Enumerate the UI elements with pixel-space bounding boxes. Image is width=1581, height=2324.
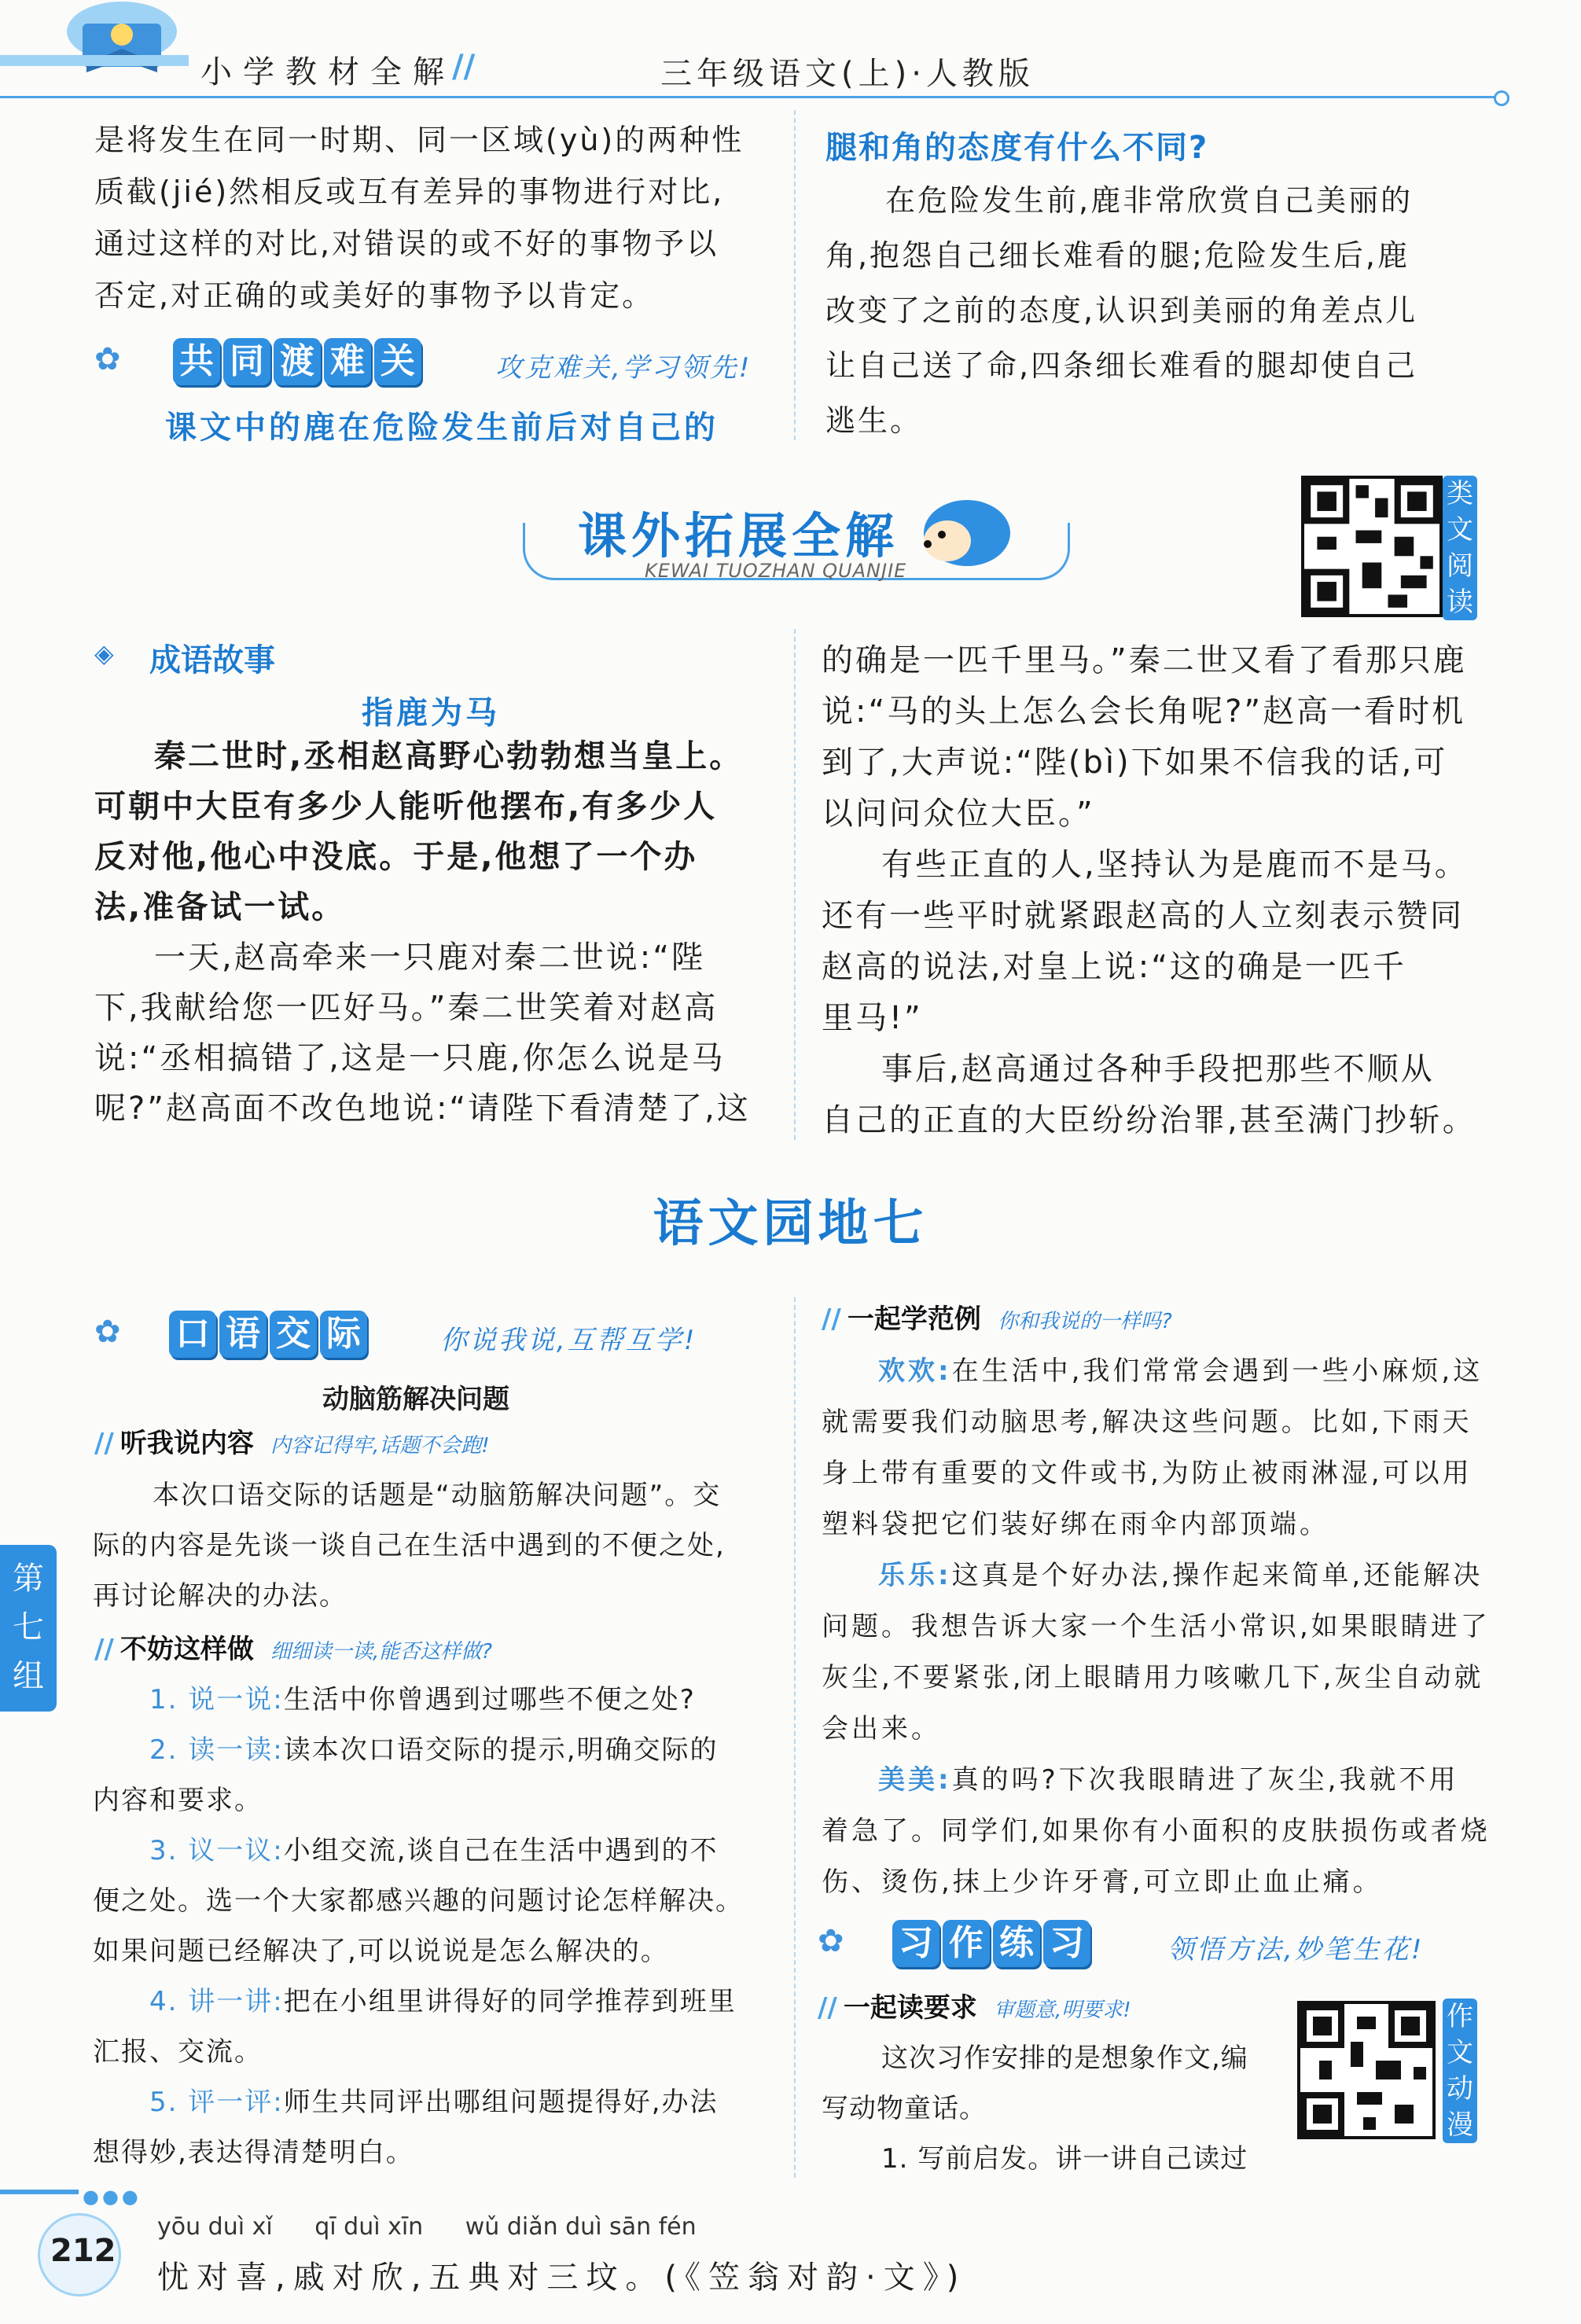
edition: 三年级语文(上)·人教版 xyxy=(660,56,1035,92)
text-line: 汇报、交流。 xyxy=(93,2036,263,2068)
steps-list xyxy=(93,1675,785,2178)
banner-writing xyxy=(818,1918,1525,1975)
step-text: 小组交流,谈自己在生活中遇到的不 xyxy=(283,1835,719,1866)
qr-tag-char: 阅 xyxy=(1447,550,1473,582)
section-idiom-story: 成语故事 xyxy=(149,642,275,678)
text-line: 便之处。选一个大家都感兴趣的问题讨论怎样解决。 xyxy=(93,1885,744,1917)
text-line: 塑料袋把它们装好绑在雨伞内部顶端。 xyxy=(822,1509,1329,1540)
example-title: 一起学范例 xyxy=(847,1304,981,1335)
example-note: 你和我说的一样吗? xyxy=(997,1310,1172,1333)
banner-gongtong xyxy=(94,336,770,392)
text-line: 这次习作安排的是想象作文,编 xyxy=(881,2043,1248,2074)
step-item xyxy=(93,1675,785,1725)
text-line: 伤、烫伤,抹上少许牙膏,可立即止血止痛。 xyxy=(822,1866,1383,1898)
banner-char: 交 xyxy=(270,1311,317,1358)
side-tab-char: 第 xyxy=(13,1561,44,1597)
text-line: 如果问题已经解决了,可以说说是怎么解决的。 xyxy=(93,1936,669,1967)
step-text: 读本次口语交际的提示,明确交际的 xyxy=(283,1734,719,1766)
pinyin-group: qī duì xīn xyxy=(314,2213,424,2241)
text-line: 再讨论解决的办法。 xyxy=(93,1580,347,1612)
text-line: 逃生。 xyxy=(825,403,923,438)
text-line: 呢?”赵高面不改色地说:“请陛下看清楚了,这 xyxy=(94,1090,751,1127)
text-line: 让自己送了命,四条细长难看的腿却使自己 xyxy=(825,348,1418,383)
step-text: 生活中你曾遇到过哪些不便之处? xyxy=(283,1684,696,1715)
text-line: 会出来。 xyxy=(822,1713,941,1745)
req-note: 审题意,明要求! xyxy=(993,1999,1131,2022)
listen-heading xyxy=(94,1421,490,1460)
text-line: 身上带有重要的文件或书,为防止被雨淋湿,可以用 xyxy=(822,1458,1473,1489)
text-line: 在危险发生前,鹿非常欣赏自己美丽的 xyxy=(885,183,1414,218)
text-line: 质截(jié)然相反或互有差异的事物进行对比, xyxy=(94,175,725,209)
step-item xyxy=(93,1977,785,2027)
qr-tag-char: 漫 xyxy=(1447,2109,1473,2141)
listen-note: 内容记得牢,话题不会跑! xyxy=(270,1434,490,1458)
try-note: 细细读一读,能否这样做? xyxy=(270,1640,493,1664)
text-line: 可朝中大臣有多少人能听他摆布,有多少人 xyxy=(94,789,718,825)
banner-oral xyxy=(94,1309,778,1366)
banner-char: 关 xyxy=(374,338,421,385)
banner-char: 同 xyxy=(223,338,270,385)
text-line: 是将发生在同一时期、同一区域(yù)的两种性 xyxy=(94,123,745,157)
text-line: 着急了。同学们,如果你有小面积的皮肤损伤或者烧 xyxy=(822,1815,1491,1847)
story-title: 指鹿为马 xyxy=(362,695,500,731)
listen-text xyxy=(93,1470,785,1621)
slash-icon: // xyxy=(822,1304,841,1335)
example-heading xyxy=(822,1297,1172,1336)
ext-title: 课外拓展全解 xyxy=(578,507,899,564)
req-title: 一起读要求 xyxy=(843,1992,977,2024)
text-line: 自己的正直的大臣纷纷治罪,甚至满门抄斩。 xyxy=(822,1102,1476,1138)
banner-slogan: 你说我说,互帮互学! xyxy=(440,1325,697,1356)
text-line: 以问问众位大臣。” xyxy=(822,796,1095,832)
story-right xyxy=(822,635,1506,1146)
banner-char: 习 xyxy=(1043,1920,1090,1967)
side-tab-char: 组 xyxy=(13,1658,44,1694)
page-number: 212 xyxy=(50,2233,116,2269)
req-text xyxy=(822,2033,1293,2184)
qr-code-writing[interactable] xyxy=(1297,2001,1436,2139)
header-logo xyxy=(55,0,189,86)
butterfly-icon: ✿ xyxy=(94,341,121,377)
book-title: 小学教材全解 xyxy=(200,54,455,90)
text-line: 想得妙,表达得清楚明白。 xyxy=(93,2137,414,2168)
listen-title: 听我说内容 xyxy=(119,1428,254,1459)
butterfly-icon: ✿ xyxy=(818,1923,844,1959)
step-num: 1. 说一说: xyxy=(149,1684,284,1715)
step-text: 把在小组里讲得好的同学推荐到班里 xyxy=(283,1986,737,2017)
banner-char: 共 xyxy=(173,338,220,385)
text-line: 有些正直的人,坚持认为是鹿而不是马。 xyxy=(881,847,1469,883)
text-line: 说:“马的头上怎么会长角呢?”赵高一看时机 xyxy=(822,693,1466,730)
text-line: 秦二世时,丞相赵高野心勃勃想当皇上。 xyxy=(154,738,744,774)
story-left xyxy=(94,731,778,1134)
header-rule xyxy=(0,96,1502,98)
text-line: 说:“丞相搞错了,这是一只鹿,你怎么说是马 xyxy=(94,1040,726,1076)
text-line: 法,准备试一试。 xyxy=(94,889,346,925)
pinyin-group: yōu duì xǐ xyxy=(157,2213,273,2241)
question-right: 腿和角的态度有什么不同? xyxy=(825,130,1209,166)
text-line: 通过这样的对比,对错误的或不好的事物予以 xyxy=(94,226,719,261)
top-left-paragraph xyxy=(94,114,770,322)
header-rule-dot xyxy=(1494,90,1509,106)
dialog-text: 在生活中,我们常常会遇到一些小麻烦,这 xyxy=(951,1355,1484,1387)
column-divider-story xyxy=(794,629,796,1140)
try-heading xyxy=(94,1627,492,1666)
qr-tag-char: 动 xyxy=(1447,2073,1473,2105)
text-line: 赵高的说法,对皇上说:“这的确是一匹千 xyxy=(822,949,1406,985)
banner-char: 际 xyxy=(320,1311,367,1358)
qr-tag-reading xyxy=(1443,476,1477,620)
text-line: 反对他,他心中没底。于是,他想了一个办 xyxy=(94,839,698,875)
slash-icon: // xyxy=(94,1634,114,1665)
side-tab-char: 七 xyxy=(13,1609,44,1646)
qr-tag-char: 文 xyxy=(1447,2037,1473,2068)
qr-tag-char: 类 xyxy=(1447,478,1473,509)
text-line: 的确是一匹千里马。”秦二世又看了看那只鹿 xyxy=(822,642,1467,678)
qr-tag-char: 读 xyxy=(1447,587,1473,618)
slash-icon: // xyxy=(94,1428,114,1459)
header-left-bar xyxy=(0,55,189,66)
speaker-name: 美美: xyxy=(878,1764,952,1796)
banner-char: 口 xyxy=(169,1311,216,1358)
dialog-line xyxy=(822,1550,1513,1601)
column-divider-garden xyxy=(794,1297,796,2178)
qr-tag-char: 文 xyxy=(1447,514,1473,546)
banner-slogan: 领悟方法,妙笔生花! xyxy=(1167,1934,1425,1965)
text-line: 里马!” xyxy=(822,1000,923,1036)
oral-topic: 动脑筋解决问题 xyxy=(322,1384,509,1415)
dialog-line xyxy=(822,1755,1513,1806)
text-line: 1. 写前启发。讲一讲自己读过 xyxy=(881,2143,1248,2175)
answer-paragraph xyxy=(825,173,1502,448)
text-line: 下,我献给您一匹好马。”秦二世笑着对赵高 xyxy=(94,990,719,1026)
banner-char: 难 xyxy=(324,338,371,385)
qr-tag-writing xyxy=(1443,1999,1477,2143)
req-heading xyxy=(818,1986,1131,2024)
speaker-name: 乐乐: xyxy=(878,1560,952,1591)
step-num: 5. 评一评: xyxy=(149,2087,284,2118)
step-item xyxy=(93,2077,785,2127)
dialog xyxy=(822,1346,1513,1908)
footer-dots: ●●● xyxy=(83,2186,142,2208)
side-tab-group-seven xyxy=(0,1545,57,1712)
text-line: 写动物童话。 xyxy=(822,2093,987,2124)
slash-icon: // xyxy=(818,1992,837,2024)
ext-pinyin: KEWAI TUOZHAN QUANJIE xyxy=(645,560,907,582)
text-line: 事后,赵高通过各种手段把那些不顺从 xyxy=(881,1051,1435,1087)
banner-slogan: 攻克难关,学习领先! xyxy=(495,352,752,384)
dialog-text: 真的吗?下次我眼睛进了灰尘,我就不用 xyxy=(951,1764,1459,1796)
pinyin-group: wǔ diǎn duì sān fén xyxy=(465,2213,697,2241)
text-line: 还有一些平时就紧跟赵高的人立刻表示赞同 xyxy=(822,898,1464,934)
text-line: 一天,赵高牵来一只鹿对秦二世说:“陛 xyxy=(154,940,705,976)
header-slash-icon: // xyxy=(452,49,476,85)
banner-char: 练 xyxy=(993,1920,1040,1967)
qr-code-reading[interactable] xyxy=(1301,476,1443,617)
qr-tag-char: 作 xyxy=(1447,2001,1473,2032)
dialog-text: 这真是个好办法,操作起来简单,还能解决 xyxy=(951,1560,1484,1591)
text-line: 灰尘,不要紧张,闭上眼睛用力咳嗽几下,灰尘自动就 xyxy=(822,1662,1484,1693)
speaker-name: 欢欢: xyxy=(878,1355,952,1387)
text-line: 问题。我想告诉大家一个生活小常识,如果眼睛进了 xyxy=(822,1611,1491,1642)
try-title: 不妨这样做 xyxy=(119,1634,254,1665)
text-line: 到了,大声说:“陛(bì)下如果不信我的话,可 xyxy=(822,745,1448,781)
text-line: 内容和要求。 xyxy=(93,1785,263,1816)
text-line: 就需要我们动脑思考,解决这些问题。比如,下雨天 xyxy=(822,1407,1473,1438)
step-num: 4. 讲一讲: xyxy=(149,1986,284,2017)
banner-char: 作 xyxy=(943,1920,990,1967)
step-text: 师生共同评出哪组问题提得好,办法 xyxy=(283,2087,719,2118)
footer-pinyin xyxy=(157,2213,697,2241)
text-line: 否定,对正确的或美好的事物予以肯定。 xyxy=(94,278,655,313)
text-line: 际的内容是先谈一谈自己在生活中遇到的不便之处, xyxy=(93,1530,726,1561)
butterfly-icon: ✿ xyxy=(94,1314,121,1350)
garden-title: 语文园地七 xyxy=(653,1195,928,1253)
column-divider-top xyxy=(794,110,796,440)
step-num: 3. 议一议: xyxy=(149,1835,284,1866)
banner-char: 习 xyxy=(892,1920,939,1967)
step-num: 2. 读一读: xyxy=(149,1734,284,1766)
text-line: 本次口语交际的话题是“动脑筋解决问题”。交 xyxy=(153,1480,722,1511)
text-line: 角,抱怨自己细长难看的腿;危险发生后,鹿 xyxy=(825,238,1410,273)
banner-char: 语 xyxy=(219,1311,267,1358)
hedgehog-icon xyxy=(904,487,1014,574)
step-item xyxy=(93,1826,785,1876)
question-left: 课文中的鹿在危险发生前后对自己的 xyxy=(165,410,719,446)
text-line: 改变了之前的态度,认识到美丽的角差点儿 xyxy=(825,293,1418,328)
banner-char: 渡 xyxy=(274,338,321,385)
dialog-line xyxy=(822,1346,1513,1397)
footer-rule xyxy=(0,2190,79,2194)
diamond-icon: ◈ xyxy=(94,638,114,668)
footer-text: 忧对喜,戚对欣,五典对三坟。(《笠翁对韵·文》) xyxy=(157,2260,967,2296)
step-item xyxy=(93,1725,785,1775)
